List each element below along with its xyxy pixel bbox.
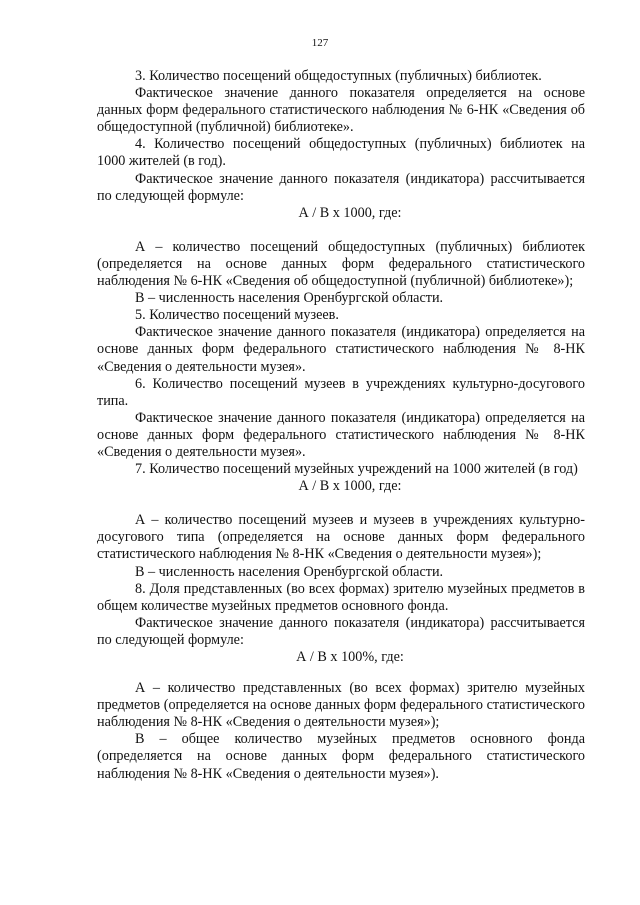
spacer — [97, 222, 585, 239]
paragraph-item-7-heading: 7. Количество посещений музейных учреждений на 1000 жителей (в год) — [135, 461, 578, 478]
paragraph-item-4-heading: 4. Количество посещений общедоступных (публичных) библиотек на 1000 жителей (в год). — [97, 136, 585, 170]
document-body — [97, 68, 585, 783]
formula-item-8: А / В х 100%, где: — [296, 649, 404, 665]
paragraph-item-8-variable-b: В – общее количество музейных предметов основного фонда (определяется на основе данных форм федерального статистического наблюдения № 8-НК «Сведения о деятельности музея»). — [97, 731, 585, 782]
paragraph-item-4-variable-b: В – численность населения Оренбургской области. — [135, 290, 444, 307]
paragraph-item-6-heading: 6. Количество посещений музеев в учреждениях культурно-досугового типа. — [97, 375, 585, 409]
spacer — [97, 666, 585, 680]
paragraph-item-6-definition: Фактическое значение данного показателя (индикатора) определяется на основе данных форм федерального статистического наблюдения № 8-НК «Сведения о деятельности музея». — [97, 409, 585, 460]
paragraph-item-4-formula-intro: Фактическое значение данного показателя (индикатора) рассчитывается по следующей формуле: — [97, 170, 585, 204]
paragraph-item-3-definition: Фактическое значение данного показателя определяется на основе данных форм федерального статистического наблюдения № 6-НК «Сведения об общедоступной (публичной) библиотеке». — [97, 85, 585, 136]
page-number: 127 — [311, 37, 329, 49]
paragraph-item-5-heading: 5. Количество посещений музеев. — [135, 307, 339, 324]
paragraph-item-7-variable-a: А – количество посещений музеев и музеев в учреждениях культурно-досугового типа (определяется на основе данных форм федерального статистического наблюдения № 8-НК «Сведения о деятельности музея»); — [97, 512, 585, 563]
paragraph-item-8-variable-a: А – количество представленных (во всех формах) зрителю музейных предметов (определяется на основе данных форм федерального статистического наблюдения № 8-НК «Сведения о деятельности музея»); — [97, 680, 585, 731]
formula-item-4: А / В х 1000, где: — [298, 204, 402, 221]
paragraph-item-7-variable-b: В – численность населения Оренбургской области. — [135, 563, 444, 580]
paragraph-item-8-formula-intro: Фактическое значение данного показателя (индикатора) рассчитывается по следующей формуле: — [97, 614, 585, 648]
paragraph-item-4-variable-a: А – количество посещений общедоступных (публичных) библиотек (определяется на основе данных форм федерального статистического наблюдения № 6-НК «Сведения об общедоступной (публичной) библиотеке»); — [97, 238, 585, 290]
paragraph-item-3-heading: 3. Количество посещений общедоступных (публичных) библиотек. — [135, 68, 542, 84]
paragraph-item-5-definition: Фактическое значение данного показателя (индикатора) определяется на основе данных форм федерального статистического наблюдения № 8-НК «Сведения о деятельности музея». — [97, 324, 585, 375]
paragraph-item-8-heading: 8. Доля представленных (во всех формах) зрителю музейных предметов в общем количестве музейных предметов основного фонда. — [97, 580, 585, 614]
spacer — [97, 495, 585, 512]
formula-item-7: А / В х 1000, где: — [298, 478, 402, 495]
